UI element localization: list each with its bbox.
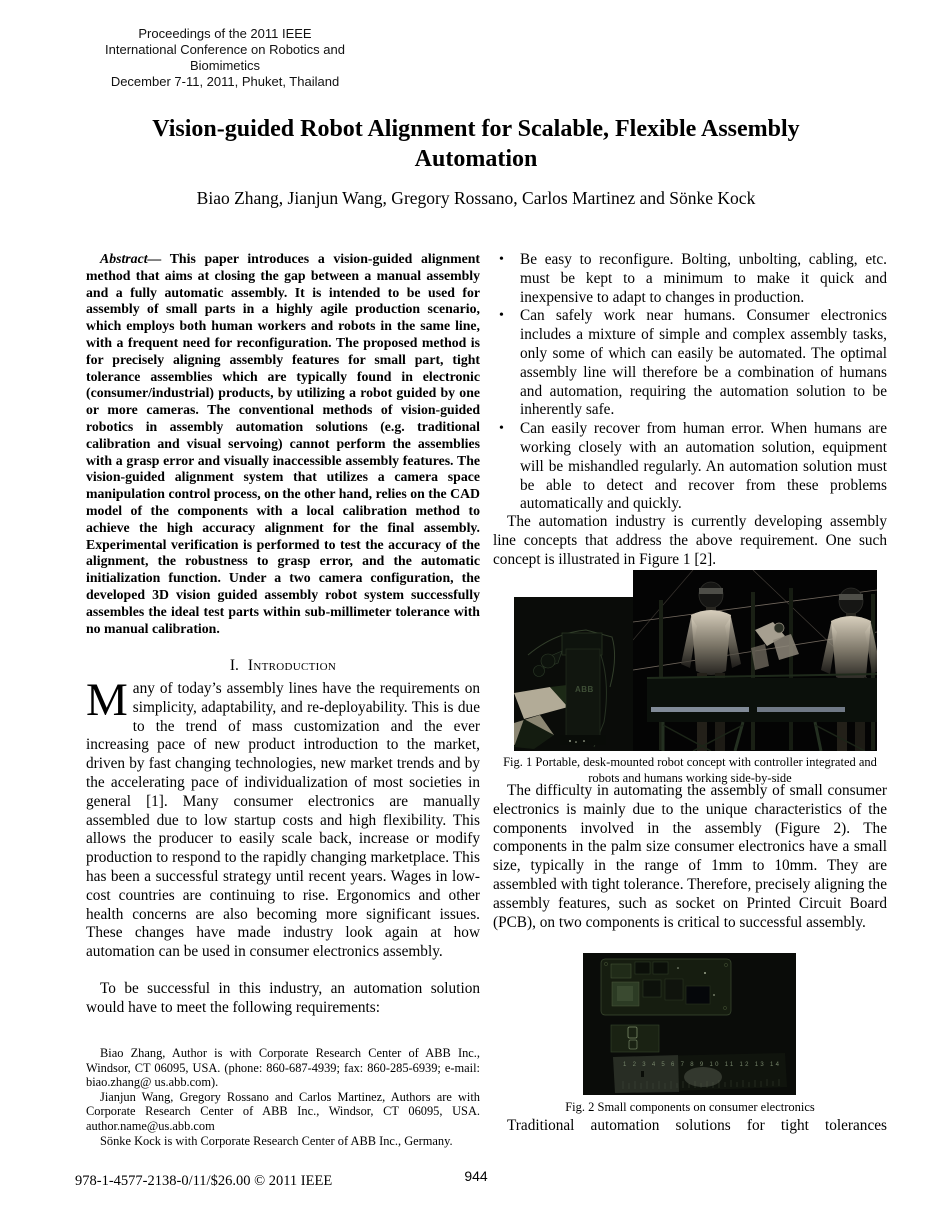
requirements-list: [493, 251, 887, 514]
page-number: 944: [464, 1168, 488, 1184]
figure-2-caption: Fig. 2 Small components on consumer electronics: [565, 1100, 815, 1114]
abstract-label: Abstract—: [100, 251, 162, 266]
paragraph-traditional-automation: Traditional automation solutions for tight tolerances: [507, 1117, 887, 1134]
paragraph-after-figure-1: The difficulty in automating the assembly of small consumer electronics is mainly due to the unique characteristics of the components involved in the assembly (Figure 2). The components in the palm size consumer electronics have a small size, typically in the range of 1mm to 10mm. They are assembled with tight tolerance. Therefore, precisely aligning the assembly features, such as socket on Printed Circuit Board (PCB), on two components is critical to successful assembly.: [493, 782, 887, 931]
list-item: [493, 251, 887, 307]
bullet-icon: •: [499, 308, 504, 324]
header-line-3: December 7-11, 2011, Phuket, Thailand: [110, 74, 340, 89]
section-title: Introduction: [247, 657, 337, 674]
list-item: [493, 307, 887, 420]
abstract: [86, 251, 480, 637]
list-item-text: Be easy to reconfigure. Bolting, unbolting, cabling, etc. must be kept to a minimum to make it quick and inexpensive to adapt to changes in production.: [520, 251, 887, 306]
section-heading-introduction: [86, 657, 480, 675]
footnote-2: Jianjun Wang, Gregory Rossano and Carlos Martinez, Authors are with Corporate Research Center of ABB Inc., Windsor, CT 06095, USA. author.name@us.abb.com: [86, 1089, 480, 1133]
conference-header: [86, 26, 364, 90]
footnote-3: Sönke Kock is with Corporate Research Center of ABB Inc., Germany.: [100, 1133, 453, 1148]
figure-1-image: [514, 570, 877, 751]
header-line-1: Proceedings of the 2011 IEEE: [138, 26, 312, 41]
header-line-2: International Conference on Robotics and Biomimetics: [105, 42, 345, 73]
paper-title: Vision-guided Robot Alignment for Scalable, Flexible Assembly Automation: [152, 116, 800, 172]
list-item-text: Can easily recover from human error. When humans are working closely with an automation solution, equipment will be mishandled regularly. An automation solution must be able to detect and recover from these problems automatically and quickly.: [520, 420, 887, 513]
author-footnotes: [86, 1046, 480, 1148]
bullet-icon: •: [499, 421, 504, 437]
copyright-line: 978-1-4577-2138-0/11/$26.00 © 2011 IEEE: [75, 1173, 333, 1189]
intro-paragraph-1: [86, 674, 480, 962]
after-bullets-paragraph: The automation industry is currently developing assembly line concepts that address the above requirement. One such concept is illustrated in Figure 1 [2].: [493, 513, 887, 568]
list-item-text: Can safely work near humans. Consumer electronics includes a mixture of simple and complex assembly tasks, only some of which can easily be automated. The optimal assembly line will therefore be a combination of humans and automation, requiring the automation solution to be inherently safe.: [520, 307, 887, 419]
figure-1-right-panel: [633, 570, 877, 751]
svg-text:ABB: ABB: [575, 685, 594, 694]
author-list: Biao Zhang, Jianjun Wang, Gregory Rossano, Carlos Martinez and Sönke Kock: [196, 188, 756, 208]
figure-1-caption: Fig. 1 Portable, desk-mounted robot concept with controller integrated and robots and humans working side-by-side: [503, 755, 877, 785]
intro-paragraph-2: To be successful in this industry, an automation solution would have to meet the following requirements:: [86, 980, 480, 1016]
svg-text:1 2 3 4 5 6 7 8 9 10: 1 2 3 4 5 6 7 8 9 10 11 12 13 14: [623, 1062, 779, 1068]
abstract-text: This paper introduces a vision-guided alignment method that aims at closing the gap between a manual assembly and a fully automatic assembly. It is intended to be used for assembly of small parts in a highly agile production scenario, which employs both human workers and robots in the same line, with a frequent need for reconfiguration. The proposed method is for precisely aligning assembly features for small part, tight tolerance assemblies which are typically found in electronic (consumer/industrial) products, by utilizing a robot guided by one or more cameras. The conventional methods of vision-guided robotics in assembly automation solutions (e.g. traditional calibration and visual servoing) cannot perform the assemblies with a grasp error and visually inaccessible assembly features. The vision-guided alignment system that utilizes a camera space manipulation control process, on the other hand, relies on the CAD model of the components with a local calibration method to achieve the high accuracy alignment for the final assembly. Experimental verification is performed to test the accuracy of the alignment, the robustness to grasp error, and the automatic initialization function. Under a two camera configuration, the developed 3D vision guided assembly robot system successfully assembles the ideal test parts within sub-millimeter tolerance with no manual calibration.: [86, 251, 480, 636]
list-item: [493, 420, 887, 514]
intro-paragraph-1-text: any of today’s assembly lines have the requirements on simplicity, adaptability, and re-deployability. This is due to the trend of mass customization and the ever increasing pace of new product introduction to the market, driven by fast changing technologies, new market trends and by the accelerating pace of individualization of most societies in general [1]. Many consumer electronics are manually assembled due to low startup costs and high flexibility. This allows the producer to easily scale back, increase or modify production to respond to the rapidly changing marketplace. This has been a successful strategy until recent years. Wages in low-cost countries are continuing to rise. Ergonomics and other health concerns are also becoming more significant issues. These changes have made industry look again at how automation can be used in consumer electronics assembly.: [86, 680, 480, 961]
dropcap-M: M: [86, 674, 128, 726]
figure-2-image: [583, 953, 796, 1095]
footnote-1: Biao Zhang, Author is with Corporate Research Center of ABB Inc., Windsor, CT 06095, USA. (phone: 860-687-4939; fax: 860-285-6939; e-mail: biao.zhang@ us.abb.com).: [86, 1046, 480, 1090]
section-number: I.: [229, 657, 239, 674]
figure-1-left-panel: [514, 597, 633, 751]
bullet-icon: •: [499, 252, 504, 267]
